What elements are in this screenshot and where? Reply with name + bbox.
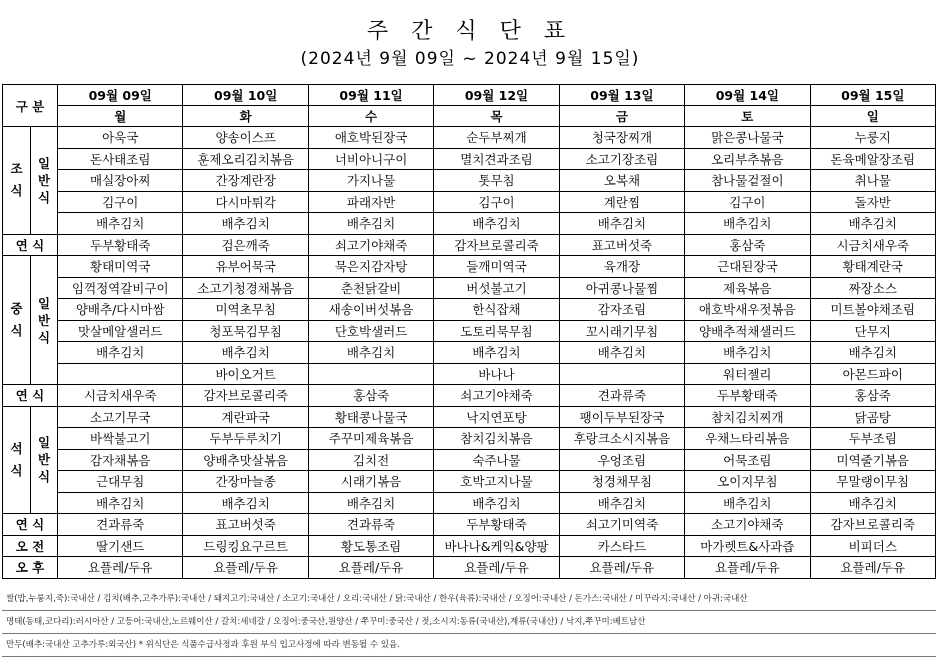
breakfast-porridge-item: 시금치새우죽	[810, 234, 935, 256]
date-cell: 09월 10일	[183, 85, 308, 106]
breakfast-porridge-item: 검은깨죽	[183, 234, 308, 256]
weekday-cell: 수	[308, 106, 433, 127]
menu-item: 바이오거트	[183, 363, 308, 385]
menu-item	[308, 363, 433, 385]
weekday-cell: 일	[810, 106, 935, 127]
lunch-porridge-item: 홍삼죽	[810, 385, 935, 407]
menu-item: 단호박샐러드	[308, 320, 433, 342]
am-snack-item: 딸기샌드	[58, 535, 183, 557]
menu-item: 한식잡채	[434, 299, 559, 321]
am-snack-item: 황도통조림	[308, 535, 433, 557]
menu-item: 간장계란장	[183, 170, 308, 192]
menu-item: 황태계란국	[810, 256, 935, 278]
menu-item: 순두부찌개	[434, 127, 559, 149]
breakfast-porridge-item: 홍삼죽	[685, 234, 810, 256]
menu-item: 계란찜	[559, 191, 684, 213]
date-cell: 09월 09일	[58, 85, 183, 106]
menu-item: 새송이버섯볶음	[308, 299, 433, 321]
menu-item: 우엉조림	[559, 449, 684, 471]
menu-item: 황태미역국	[58, 256, 183, 278]
menu-item: 감자조림	[559, 299, 684, 321]
menu-item: 후랑크소시지볶음	[559, 428, 684, 450]
menu-item: 배추김치	[810, 342, 935, 364]
pm-snack-label: 오 후	[3, 557, 58, 579]
pm-snack-item: 요플레/두유	[183, 557, 308, 579]
menu-item: 두부두루치기	[183, 428, 308, 450]
menu-item: 배추김치	[559, 342, 684, 364]
menu-item: 누룽지	[810, 127, 935, 149]
dinner-porridge-item: 표고버섯죽	[183, 514, 308, 536]
menu-item: 배추김치	[810, 492, 935, 514]
lunch-label: 중 식	[10, 301, 23, 338]
lunch-type	[31, 256, 58, 385]
menu-item: 제육볶음	[685, 277, 810, 299]
am-snack-label: 오 전	[3, 535, 58, 557]
lunch-porridge-item: 홍삼죽	[308, 385, 433, 407]
menu-item: 청경채무침	[559, 471, 684, 493]
menu-item: 주꾸미제육볶음	[308, 428, 433, 450]
menu-item: 배추김치	[685, 342, 810, 364]
breakfast-sublabel: 일 반 식	[37, 155, 51, 205]
origin-notes	[2, 588, 936, 657]
note-line: 명태(동태,코다리):러시아산 / 고등어:국내산,노르웨이산 / 갈치:세네갈 / 오징어:중국산,원양산 / 쭈꾸미:중국산 / 젓,소시지:동류(국내산),계류(국내산) / 낙지,쭈꾸미:베트남산	[2, 611, 936, 634]
menu-item: 배추김치	[58, 342, 183, 364]
menu-item: 배추김치	[685, 213, 810, 235]
menu-item: 배추김치	[183, 492, 308, 514]
breakfast-porridge-label: 연 식	[3, 234, 58, 256]
menu-item: 근대된장국	[685, 256, 810, 278]
menu-item: 김치전	[308, 449, 433, 471]
lunch-porridge-item: 시금치새우죽	[58, 385, 183, 407]
menu-item: 훈제오리김치볶음	[183, 148, 308, 170]
pm-snack-item: 요플레/두유	[810, 557, 935, 579]
menu-item: 취나물	[810, 170, 935, 192]
menu-item: 멸치견과조림	[434, 148, 559, 170]
am-snack-item: 바나나&케익&양팡	[434, 535, 559, 557]
date-cell: 09월 12일	[434, 85, 559, 106]
date-cell: 09월 14일	[685, 85, 810, 106]
menu-item: 단무지	[810, 320, 935, 342]
weekday-cell: 토	[685, 106, 810, 127]
menu-item: 소고기청경채볶음	[183, 277, 308, 299]
menu-item: 배추김치	[308, 213, 433, 235]
menu-item: 배추김치	[559, 213, 684, 235]
menu-item: 닭곰탕	[810, 406, 935, 428]
menu-item: 배추김치	[308, 492, 433, 514]
menu-item: 청국장찌개	[559, 127, 684, 149]
menu-item: 배추김치	[685, 492, 810, 514]
breakfast-porridge-item: 표고버섯죽	[559, 234, 684, 256]
menu-item: 오복채	[559, 170, 684, 192]
menu-item: 육개장	[559, 256, 684, 278]
weekday-cell: 월	[58, 106, 183, 127]
menu-item: 미트볼야채조림	[810, 299, 935, 321]
menu-item	[559, 363, 684, 385]
breakfast-porridge-item: 두부황태죽	[58, 234, 183, 256]
menu-item: 아귀콩나물찜	[559, 277, 684, 299]
menu-item: 유부어묵국	[183, 256, 308, 278]
breakfast-label: 조 식	[10, 161, 23, 199]
dinner-label: 석 식	[10, 440, 23, 478]
menu-item: 어묵조림	[685, 449, 810, 471]
menu-item: 김구이	[58, 191, 183, 213]
menu-item: 톳무침	[434, 170, 559, 192]
menu-item: 미역초무침	[183, 299, 308, 321]
note-line: 만두(배추:국내산 고추가루:외국산) * 위식단은 식품수급사정과 후원 부식 입고사정에 따라 변동될 수 있음.	[2, 634, 936, 657]
menu-item: 임꺽정역갈비구이	[58, 277, 183, 299]
menu-item: 짜장소스	[810, 277, 935, 299]
dinner-type	[31, 406, 58, 514]
dinner-sublabel: 일 반 식	[37, 435, 51, 485]
menu-item: 매실장아찌	[58, 170, 183, 192]
menu-item	[58, 363, 183, 385]
menu-item: 김구이	[434, 191, 559, 213]
menu-item: 간장마늘종	[183, 471, 308, 493]
menu-item: 근대무침	[58, 471, 183, 493]
menu-item: 배추김치	[810, 213, 935, 235]
menu-item: 참치김치볶음	[434, 428, 559, 450]
menu-item: 바싹불고기	[58, 428, 183, 450]
menu-item: 양배추적채샐러드	[685, 320, 810, 342]
dinner-porridge-item: 쇠고기미역죽	[559, 514, 684, 536]
note-line: 쌀(밥,누룽지,죽):국내산 / 김치(배추,고추가루):국내산 / 돼지고기:국내산 / 소고기:국내산 / 오리:국내산 / 닭:국내산 / 한우(육류):국내산 / 오징어:국내산 / 돈가스:국내산 / 미꾸라지:국내산 / 아귀:국내산	[2, 588, 936, 611]
menu-item: 도토리묵무침	[434, 320, 559, 342]
pm-snack-item: 요플레/두유	[308, 557, 433, 579]
am-snack-item: 비피더스	[810, 535, 935, 557]
menu-item: 청포묵김무침	[183, 320, 308, 342]
menu-item: 우채느타리볶음	[685, 428, 810, 450]
date-cell: 09월 15일	[810, 85, 935, 106]
lunch-porridge-item: 쇠고기야채죽	[434, 385, 559, 407]
menu-item: 맑은콩나물국	[685, 127, 810, 149]
menu-item: 참치김치찌개	[685, 406, 810, 428]
menu-item: 숙주나물	[434, 449, 559, 471]
menu-item: 시래기볶음	[308, 471, 433, 493]
date-range: (2024년 9월 09일 ~ 2024년 9월 15일)	[300, 49, 640, 69]
breakfast-porridge-item: 쇠고기야채죽	[308, 234, 433, 256]
menu-item: 소고기장조림	[559, 148, 684, 170]
menu-table	[2, 84, 936, 579]
dinner-porridge-item: 견과류죽	[58, 514, 183, 536]
menu-item: 배추김치	[559, 492, 684, 514]
gubun-header: 구 분	[3, 85, 58, 127]
menu-item: 다시마튀각	[183, 191, 308, 213]
menu-item: 꼬시래기무침	[559, 320, 684, 342]
menu-item: 워터젤리	[685, 363, 810, 385]
menu-item: 애호박새우젓볶음	[685, 299, 810, 321]
menu-item: 황태콩나물국	[308, 406, 433, 428]
menu-item: 배추김치	[434, 342, 559, 364]
dinner-porridge-item: 소고기야채죽	[685, 514, 810, 536]
menu-item: 배추김치	[58, 213, 183, 235]
lunch-porridge-item: 두부황태죽	[685, 385, 810, 407]
menu-item: 팽이두부된장국	[559, 406, 684, 428]
menu-item: 돈육메알장조림	[810, 148, 935, 170]
menu-item: 너비아니구이	[308, 148, 433, 170]
date-cell: 09월 13일	[559, 85, 684, 106]
dinner-porridge-item: 견과류죽	[308, 514, 433, 536]
menu-item: 배추김치	[434, 213, 559, 235]
pm-snack-item: 요플레/두유	[58, 557, 183, 579]
pm-snack-item: 요플레/두유	[559, 557, 684, 579]
weekday-cell: 화	[183, 106, 308, 127]
menu-item: 양배추맛살볶음	[183, 449, 308, 471]
menu-item: 바나나	[434, 363, 559, 385]
menu-item: 미역줄기볶음	[810, 449, 935, 471]
menu-item: 낙지연포탕	[434, 406, 559, 428]
pm-snack-item: 요플레/두유	[685, 557, 810, 579]
lunch-sublabel: 일 반 식	[37, 295, 51, 345]
menu-item: 배추김치	[183, 213, 308, 235]
dinner-porridge-label: 연 식	[3, 514, 58, 536]
menu-item: 소고기무국	[58, 406, 183, 428]
pm-snack-item: 요플레/두유	[434, 557, 559, 579]
lunch-section	[3, 256, 31, 385]
menu-item: 들깨미역국	[434, 256, 559, 278]
menu-item: 배추김치	[434, 492, 559, 514]
lunch-porridge-item: 견과류죽	[559, 385, 684, 407]
menu-item: 오이지무침	[685, 471, 810, 493]
menu-item: 오리부추볶음	[685, 148, 810, 170]
menu-item: 버섯불고기	[434, 277, 559, 299]
menu-item: 가지나물	[308, 170, 433, 192]
menu-item: 돈사태조림	[58, 148, 183, 170]
am-snack-item: 카스타드	[559, 535, 684, 557]
menu-item: 아몬드파이	[810, 363, 935, 385]
am-snack-item: 마가렛트&사과즙	[685, 535, 810, 557]
dinner-section	[3, 406, 31, 514]
menu-item: 김구이	[685, 191, 810, 213]
breakfast-type	[31, 127, 58, 235]
breakfast-porridge-item: 감자브로콜리죽	[434, 234, 559, 256]
menu-item: 참나물겉절이	[685, 170, 810, 192]
weekday-cell: 목	[434, 106, 559, 127]
menu-item: 감자채볶음	[58, 449, 183, 471]
menu-item: 배추김치	[58, 492, 183, 514]
menu-item: 춘천닭갈비	[308, 277, 433, 299]
lunch-porridge-label: 연 식	[3, 385, 58, 407]
breakfast-section	[3, 127, 31, 235]
menu-item: 파래자반	[308, 191, 433, 213]
menu-item: 양송이스프	[183, 127, 308, 149]
menu-item: 묵은지감자탕	[308, 256, 433, 278]
menu-item: 두부조림	[810, 428, 935, 450]
lunch-porridge-item: 감자브로콜리죽	[183, 385, 308, 407]
menu-item: 애호박된장국	[308, 127, 433, 149]
menu-item: 양배추/다시마쌈	[58, 299, 183, 321]
page-title: 주 간 식 단 표	[366, 19, 574, 44]
am-snack-item: 드링킹요구르트	[183, 535, 308, 557]
menu-item: 무말랭이무침	[810, 471, 935, 493]
menu-item: 돌자반	[810, 191, 935, 213]
menu-item: 배추김치	[183, 342, 308, 364]
date-cell: 09월 11일	[308, 85, 433, 106]
dinner-porridge-item: 감자브로콜리죽	[810, 514, 935, 536]
menu-item: 아욱국	[58, 127, 183, 149]
menu-item: 배추김치	[308, 342, 433, 364]
menu-item: 맛살메알샐러드	[58, 320, 183, 342]
weekday-cell: 금	[559, 106, 684, 127]
dinner-porridge-item: 두부황태죽	[434, 514, 559, 536]
menu-item: 호박고지나물	[434, 471, 559, 493]
menu-item: 계란파국	[183, 406, 308, 428]
